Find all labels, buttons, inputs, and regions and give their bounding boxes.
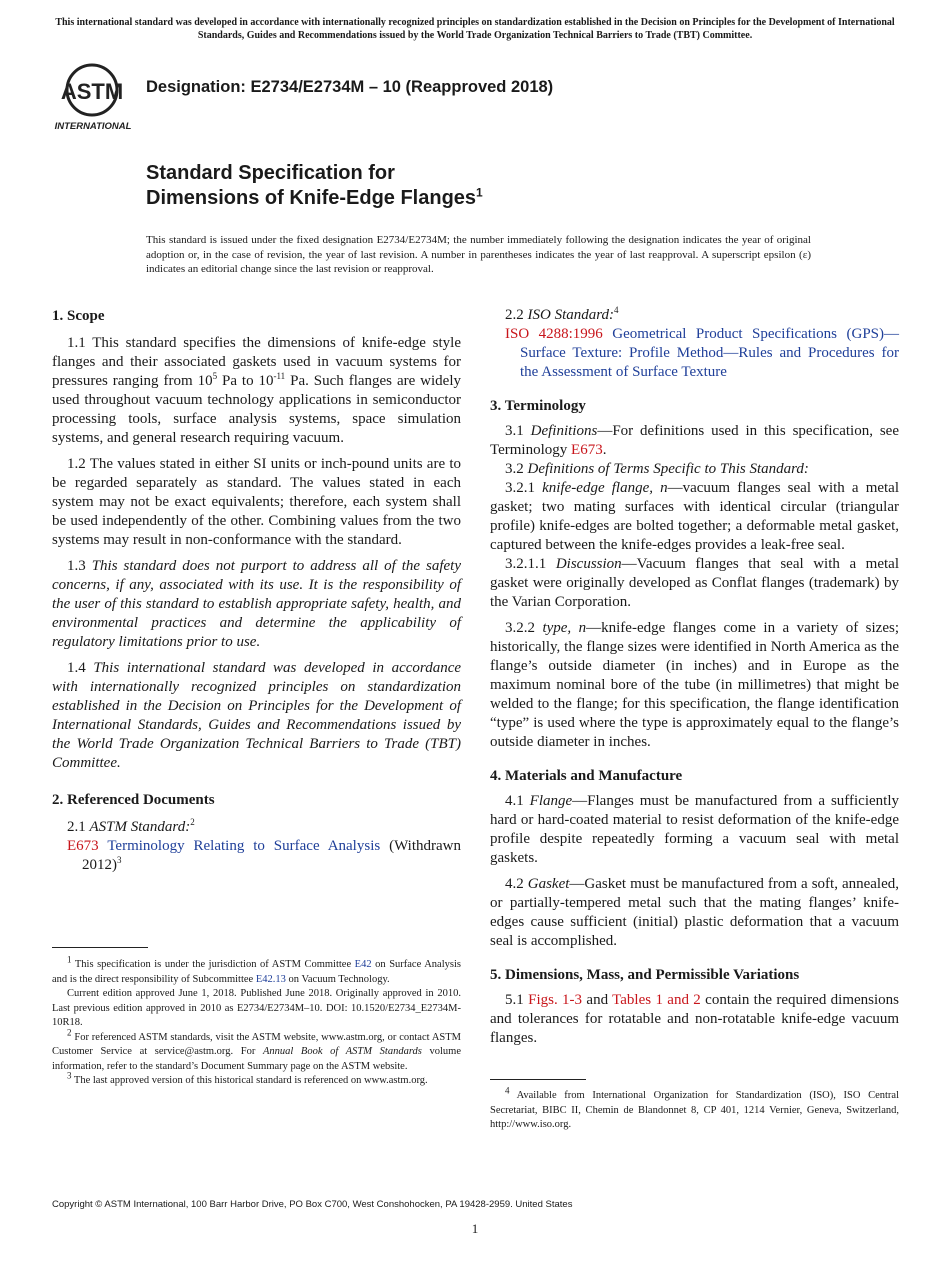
reference-iso-4288 [490,325,899,382]
footnotes-left [52,954,461,1089]
section-heading-scope: 1. Scope [52,308,105,324]
footnote-rule-right [490,1079,586,1080]
title-footnote-marker: 1 [476,185,483,200]
footnote-2: $^2$ For referenced ASTM standards, visit the ASTM website, www.astm.org, or contact ASTM Customer Service at service@astm.org. For Annual Book of ASTM Standards volume information, refer to the standard’s Document Summary page on the ASTM website. [52,1027,461,1072]
paragraph-3-2-2: 3.2.2 type, n—knife-edge flanges come in a variety of sizes; historically, the flange sizes were identified in North America as the flange’s outside diameter (in inches) and in Europe as the maximum nominal bore of the tube (in millimetres) that might be welded to the flange; for this specification, the flange identification “type” is used where the type is approximately equal to the flange’s outside diameter in inches. [490,620,899,750]
footnote-4: $^4$ Available from International Organization for Standardization (ISO), ISO Central Secretariat, BIBC II, Chemin de Blandonnet 8, CP 401, 1214 Vernier, Geneva, Switzerland, http://www.iso.org. [490,1085,899,1130]
paragraph-3-2-1-1: 3.2.1.1 Discussion—Vacuum flanges that seal with a metal gasket were originally developed as Conflat flanges (trademark) by the Varian Corporation. [490,556,899,610]
page-title [146,161,483,211]
link-tables-1-2[interactable]: Tables 1 and 2 [612,992,701,1008]
paragraph-2-1: 2.1 ASTM Standard:$^2$ [67,817,195,835]
footnotes-right [490,1085,899,1133]
link-figs-1-3[interactable]: Figs. 1-3 [528,992,583,1008]
designation: Designation: E2734/E2734M – 10 (Reapproved 2018) [146,78,554,96]
paragraph-2-2: 2.2 ISO Standard:$^4$ [505,305,619,323]
section-heading-terminology: 3. Terminology [490,398,586,414]
right-column [490,306,899,1048]
paragraph-1-1: 1.1 This standard specifies the dimensions of knife-edge style flanges and their associated gaskets used in vacuum systems for pressures ranging from $10^5$ Pa to $10^{-11}$ Pa. Such flanges are widely used throughout vacuum technology applications in semiconductor processing tools, surface analysis systems, space simulation systems, and general research requiring vacuum. [52,335,462,446]
title-line-2: Dimensions of Knife-Edge Flanges [146,187,477,209]
section-heading-dimensions: 5. Dimensions, Mass, and Permissible Variations [490,967,800,983]
reference-e673: E673 Terminology Relating to Surface Analysis (Withdrawn 2012)$^3$ [67,838,461,873]
paragraph-1-4: 1.4 This international standard was developed in accordance with internationally recognized principles on standardization established in the Decision on Principles for the Development of International Standards, Guides and Recommendations issued by the World Trade Organization Technical Barriers to Trade (TBT) Committee. [52,660,462,771]
link-iso-4288[interactable]: ISO 4288:1996 [505,326,603,342]
section-heading-referenced-documents: 2. Referenced Documents [52,792,215,808]
paragraph-4-2: 4.2 Gasket—Gasket must be manufactured from a soft, annealed, or partially-tempered metal such that the mating flanges’ knife-edges cause sufficient (initial) plastic deformation that a vacuum seal is accomplished. [490,876,900,949]
paragraph-1-3: 1.3 This standard does not purport to address all of the safety concerns, if any, associated with its use. It is the responsibility of the user of this standard to establish appropriate safety, health, and environmental practices and determine the applicability of regulatory limitations prior to use. [52,558,462,650]
paragraph-3-1: 3.1 Definitions—For definitions used in this specification, see Terminology E673. [490,423,899,458]
paragraph-4-1: 4.1 Flange—Flanges must be manufactured from a sufficiently hard or hard-coated material to resist deformation of the knife-edge profile despite repeatedly forming a vacuum seal with metal gaskets. [490,793,899,866]
link-e673-title[interactable]: Terminology Relating to Surface Analysis [107,838,381,854]
footnote-rule-left [52,947,148,948]
paragraph-5-1: 5.1 Figs. 1-3 and Tables 1 and 2 contain the required dimensions and tolerances for rotatable and non-rotatable knife-edge vacuum flanges. [490,992,900,1046]
issued-note: This standard is issued under the fixed designation E2734/E2734M; the number immediately following the designation indicates the year of original adoption or, in the case of revision, the year of last revision. A number in parentheses indicates the year of last reapproval. A superscript epsilon (ε) indicates an editorial change since the last revision or reapproval. [146,234,811,275]
footnote-1: $^1$ This specification is under the jurisdiction of ASTM Committee E42 on Surface Analysis and is the direct responsibility of Subcommittee E42.13 on Vacuum Technology. [52,954,461,985]
link-e673-terminology[interactable]: E673 [571,442,603,458]
astm-logo-word: INTERNATIONAL [54,121,132,132]
paragraph-3-2: 3.2 Definitions of Terms Specific to This Standard: [505,461,809,477]
link-e42[interactable]: E42 [354,959,372,970]
tbt-notice: This international standard was developed in accordance with internationally recognized principles on standardization established in the Decision on Principles for the Development of International Standards, Guides and Recommendations issued by the World Trade Organization Technical Barriers to Trade (TBT) Committee. [55,17,895,41]
footnote-1-current-edition: Current edition approved June 1, 2018. Published June 2018. Originally approved in 2010. Last previous edition approved in 2010 as E2734/E2734M–10. DOI: 10.1520/E2734_E2734M-10R18. [52,988,461,1028]
title-line-1: Standard Specification for [146,162,395,184]
link-e673[interactable]: E673 [67,838,99,854]
paragraph-1-2: 1.2 The values stated in either SI units or inch-pound units are to be regarded separately as standard. The values stated in each system may not be exact equivalents; therefore, each system shall be used independently of the other. Combining values from the two systems may result in non-conformance with the standard. [52,456,461,548]
paragraph-3-2-1: 3.2.1 knife-edge flange, n—vacuum flanges seal with a metal gasket; two mating surfaces with identical circular (triangular profile) knife-edges are bolted together; a deformable metal gasket, captured between the knife-edges provides a leak-free seal. [490,480,900,553]
footnote-3: $^3$ The last approved version of this historical standard is referenced on www.astm.org. [67,1070,428,1086]
page-number: 1 [471,1221,479,1236]
link-iso-4288-title[interactable]: Geometrical Product Specifications (GPS)—Surface Texture: Profile Method—Rules and Procedures for the Assessment of Surface Texture [520,326,899,380]
left-column [52,307,461,875]
astm-logo-mark: ASTM [60,79,124,104]
section-heading-materials: 4. Materials and Manufacture [490,768,683,784]
copyright: Copyright © ASTM International, 100 Barr Harbor Drive, PO Box C700, West Conshohocken, PA 19428-2959. United States [52,1199,573,1210]
link-e42-13[interactable]: E42.13 [255,973,286,985]
astm-logo [52,56,136,132]
